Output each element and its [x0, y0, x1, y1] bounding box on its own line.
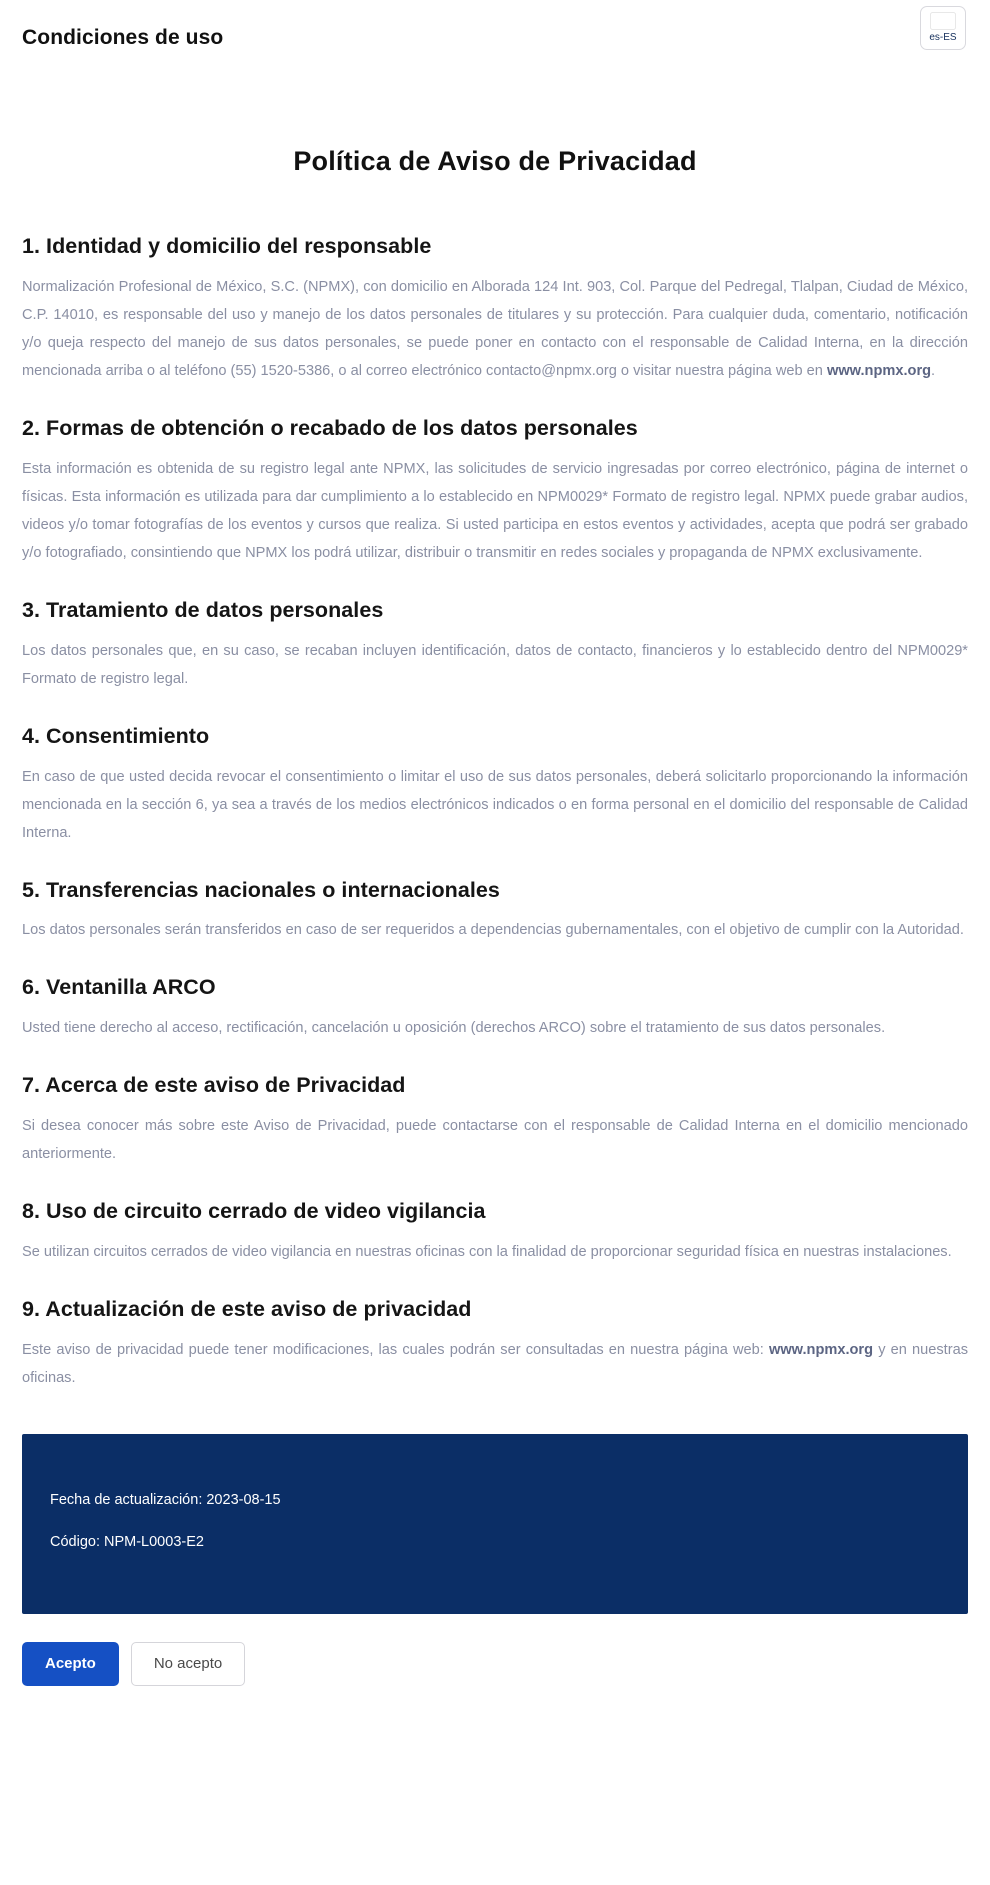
language-code-label: es-ES [929, 32, 957, 43]
section-1-body [22, 273, 968, 385]
section-2 [22, 415, 968, 567]
page-header-title: Condiciones de uso [22, 26, 224, 49]
section-9-text-before-link: Este aviso de privacidad puede tener modificaciones, las cuales podrán ser consultadas en nuestra página web: [22, 1341, 769, 1358]
section-8 [22, 1198, 968, 1266]
section-7 [22, 1072, 968, 1168]
update-date-label: Fecha de actualización: 2023-08-15 [50, 1491, 281, 1508]
section-7-body: Si desea conocer más sobre este Aviso de Privacidad, puede contactarse con el responsable de Calidad Interna en el domicilio mencionado anteriormente. [22, 1118, 968, 1163]
section-2-body: Esta información es obtenida de su registro legal ante NPMX, las solicitudes de servicio ingresadas por correo electrónico, página de internet o físicas. Esta información es utilizada para dar cumplimiento a lo establecido en NPM0029* Formato de registro legal. NPMX puede grabar audios, videos y/o tomar fotografías de los eventos y cursos que realiza. Si usted participa en estos eventos y actividades, acepta que podrá ser grabado y/o fotografiado, consintiendo que NPMX los podrá utilizar, distribuir o transmitir en redes sociales y propaganda de NPMX exclusivamente. [22, 460, 968, 561]
section-6-heading: 6. Ventanilla ARCO [22, 975, 216, 1000]
section-5 [22, 877, 968, 945]
document-metadata-box [22, 1434, 968, 1614]
section-2-heading: 2. Formas de obtención o recabado de los datos personales [22, 415, 638, 440]
section-9 [22, 1296, 968, 1392]
section-4-body: En caso de que usted decida revocar el consentimiento o limitar el uso de sus datos personales, deberá solicitarlo proporcionando la información mencionada en la sección 6, ya sea a través de los medios electrónicos indicados o en forma personal en el domicilio del responsable de Calidad Interna. [22, 768, 968, 841]
document-body [0, 146, 990, 1686]
section-9-heading: 9. Actualización de este aviso de privacidad [22, 1297, 472, 1321]
section-3-heading: 3. Tratamiento de datos personales [22, 597, 384, 622]
document-title: Política de Aviso de Privacidad [293, 146, 697, 176]
document-code-label: Código: NPM-L0003-E2 [50, 1533, 204, 1550]
section-4-heading: 4. Consentimiento [22, 723, 210, 748]
section-5-body: Los datos personales serán transferidos en caso de ser requeridos a dependencias gubernamentales, con el objetivo de cumplir con la Autoridad. [22, 922, 964, 939]
section-1-text-after-link: . [931, 362, 936, 379]
section-9-text-after-link: y en nuestras oficinas. [22, 1341, 969, 1386]
npmx-website-link[interactable]: www.npmx.org [826, 362, 932, 379]
section-1 [22, 233, 968, 385]
npmx-website-link-footer[interactable]: www.npmx.org [768, 1341, 874, 1358]
section-8-heading: 8. Uso de circuito cerrado de video vigilancia [22, 1199, 486, 1224]
section-4 [22, 723, 968, 847]
section-9-body [22, 1336, 968, 1392]
section-3-body: Los datos personales que, en su caso, se recaban incluyen identificación, datos de contacto, financieros y lo establecido dentro del NPM0029* Formato de registro legal. [22, 642, 968, 687]
section-5-heading: 5. Transferencias nacionales o internacionales [22, 877, 500, 902]
section-6-body: Usted tiene derecho al acceso, rectificación, cancelación u oposición (derechos ARCO) sobre el tratamiento de sus datos personales. [22, 1020, 886, 1037]
section-1-heading: 1. Identidad y domicilio del responsable [22, 234, 432, 258]
section-1-text-before-link: Normalización Profesional de México, S.C. (NPMX), con domicilio en Alborada 124 Int. 903, Col. Parque del Pedregal, Tlalpan, Ciudad de México, C.P. 14010, es responsable del uso y manejo de los datos personales de titulares y su protección. Para cualquier duda, comentario, notificación y/o queja respecto del manejo de sus datos personales, se puede poner en contacto con el responsable de Calidad Interna, en la dirección mencionada arriba o al teléfono (55) 1520-5386, o al correo electrónico contacto@npmx.org o visitar nuestra página web en [22, 278, 968, 379]
page-header [0, 0, 990, 72]
consent-actions [22, 1642, 968, 1686]
section-3 [22, 597, 968, 693]
section-8-body: Se utilizan circuitos cerrados de video vigilancia en nuestras oficinas con la finalidad de proporcionar seguridad física en nuestras instalaciones. [22, 1244, 952, 1260]
decline-button[interactable]: No acepto [131, 1642, 245, 1686]
spain-flag-icon [931, 13, 955, 29]
section-7-heading: 7. Acerca de este aviso de Privacidad [22, 1073, 406, 1098]
language-selector-button[interactable] [920, 6, 966, 50]
accept-button[interactable]: Acepto [22, 1642, 119, 1686]
section-6 [22, 974, 968, 1042]
